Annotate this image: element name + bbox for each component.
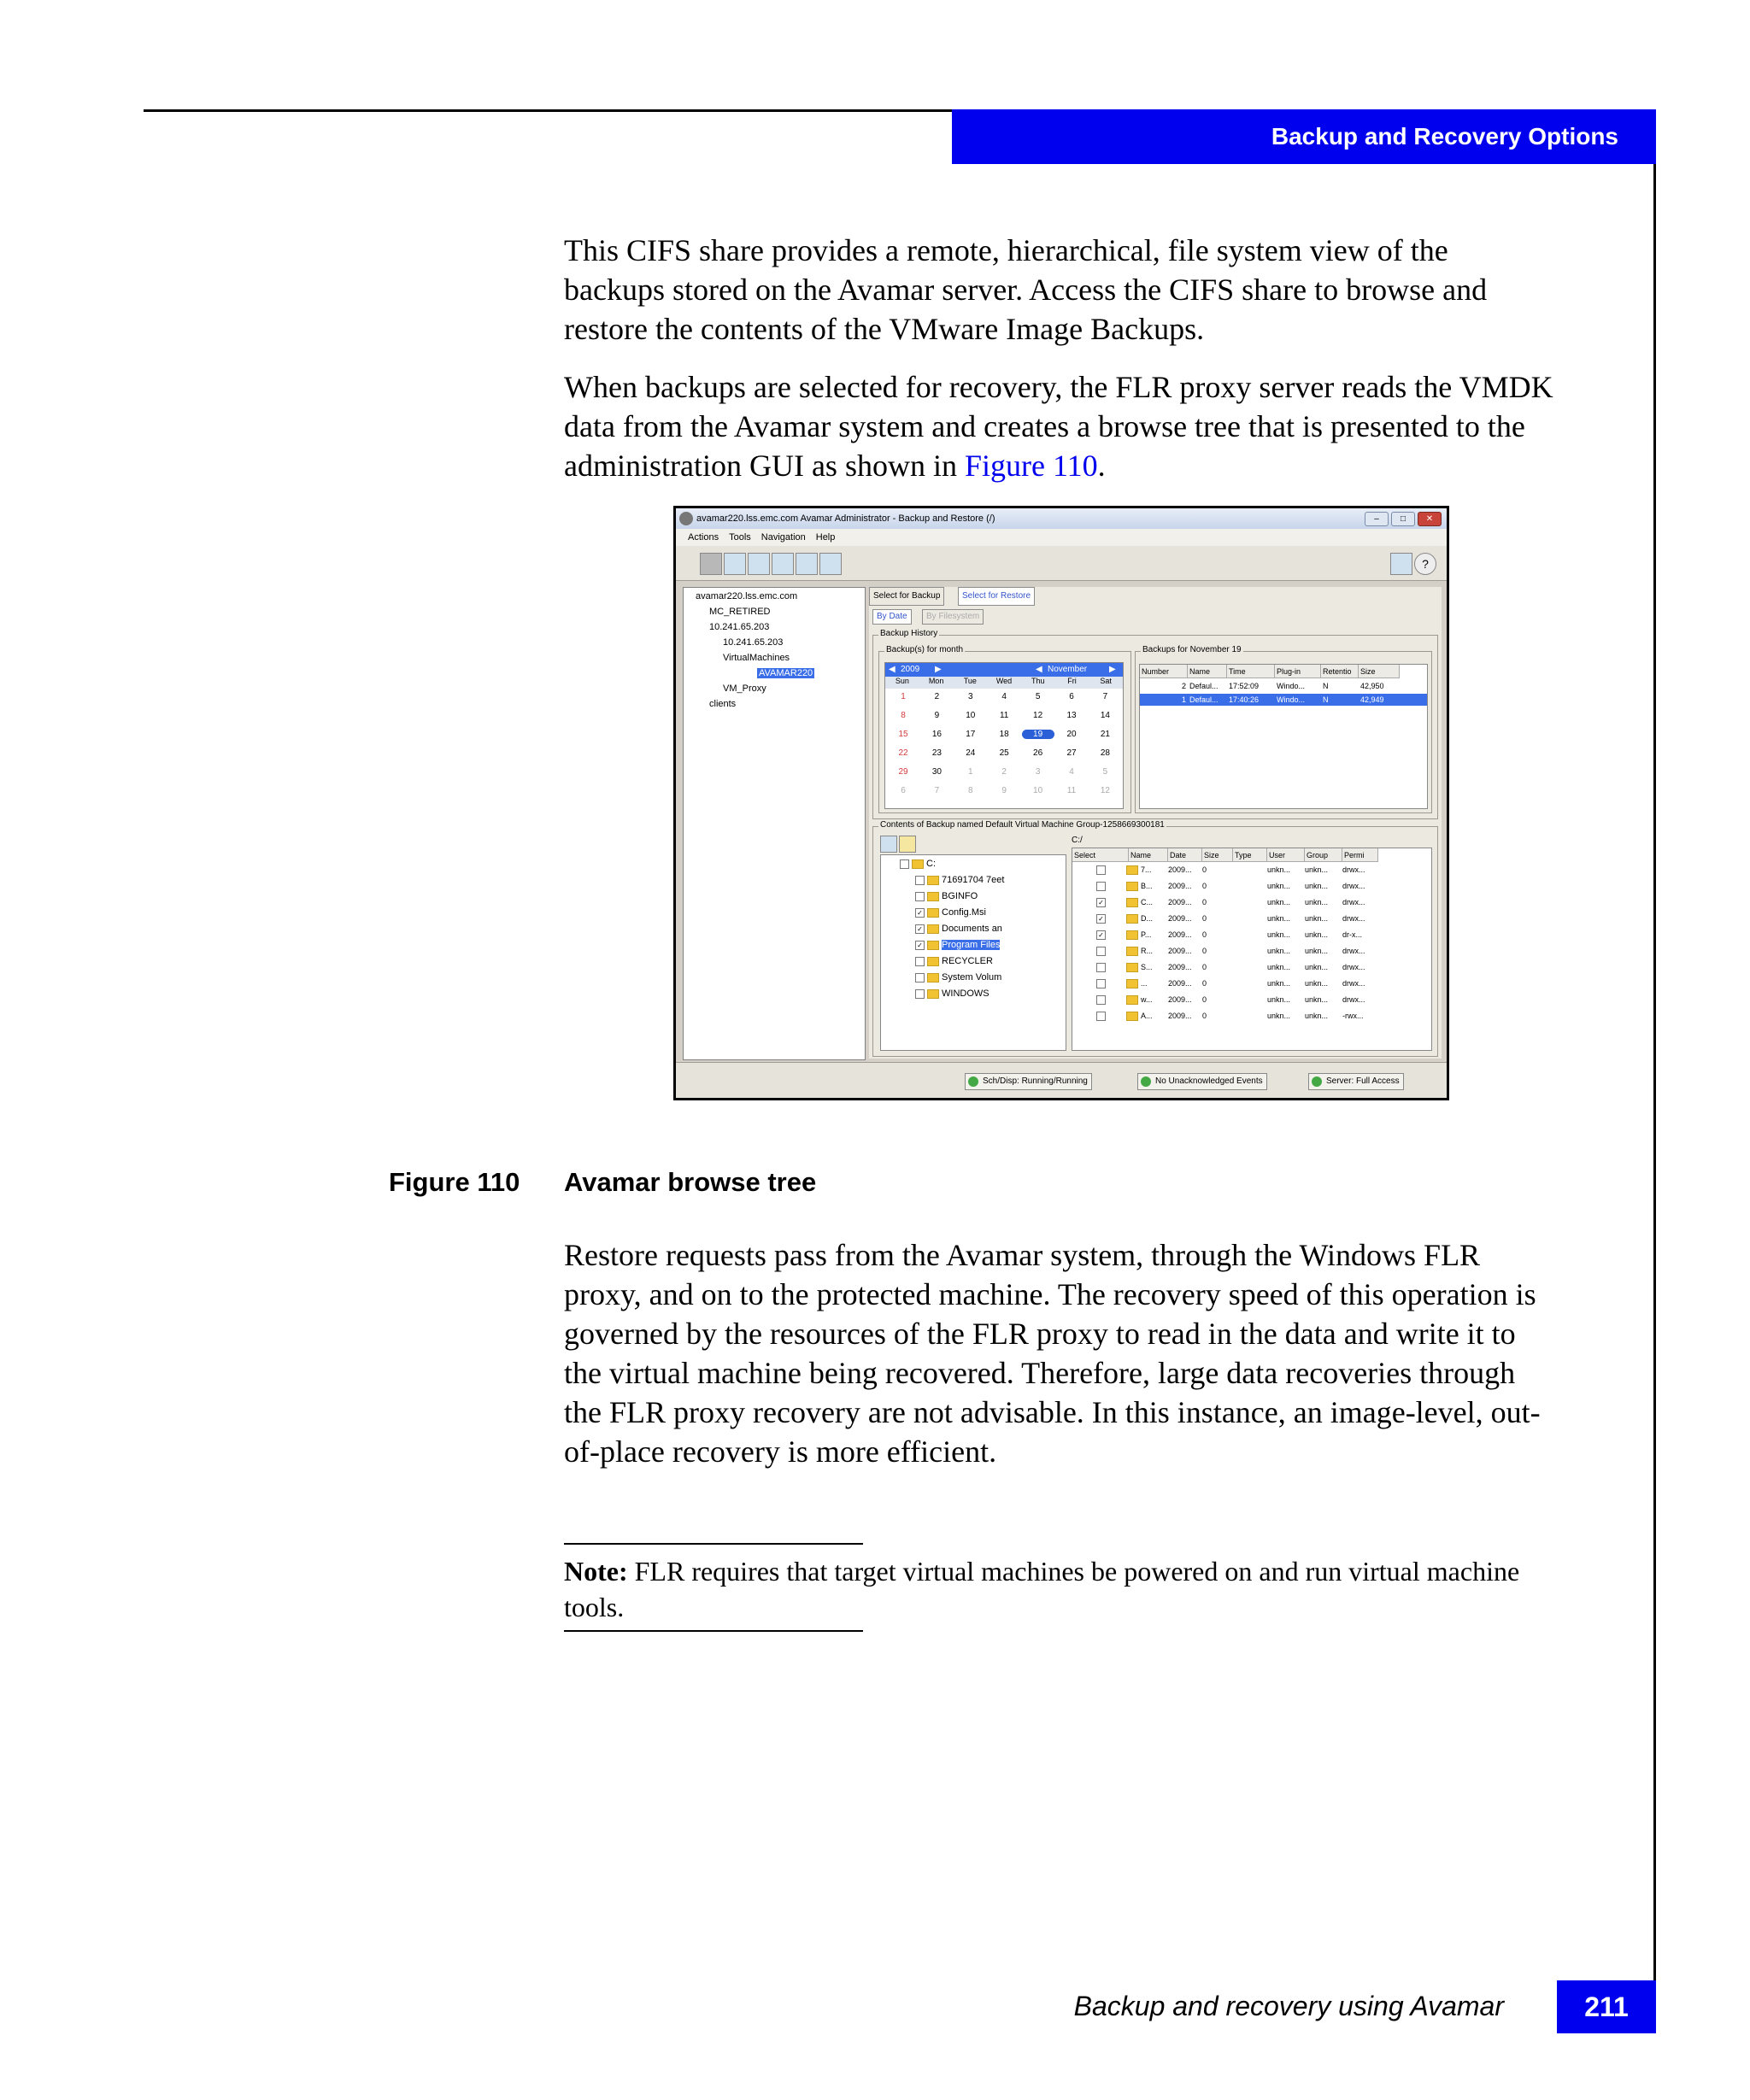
checkbox[interactable]	[915, 876, 925, 885]
folder-tree	[880, 854, 1066, 1051]
calendar-day[interactable]: 25	[999, 748, 1009, 758]
calendar-day[interactable]: 24	[966, 748, 976, 758]
figure-title: Avamar browse tree	[564, 1167, 817, 1197]
calendar-day[interactable]: 2	[934, 692, 940, 701]
file-cell: A...	[1141, 1012, 1153, 1020]
backup-cell: 2	[1181, 682, 1186, 690]
file-cell: w...	[1141, 995, 1153, 1004]
calendar-day[interactable]: 19	[1022, 730, 1054, 739]
backup-history-group	[872, 629, 1438, 819]
menu-actions[interactable]: Actions	[688, 532, 719, 543]
backup-cell: 42,949	[1360, 695, 1384, 704]
file-cell: -rwx...	[1342, 1012, 1364, 1020]
calendar-day[interactable]: 23	[931, 748, 942, 758]
calendar-day[interactable]: 4	[1069, 767, 1074, 777]
folder-icon	[1126, 979, 1138, 988]
toolbar-button[interactable]	[819, 553, 842, 575]
file-cell: B...	[1141, 882, 1153, 890]
calendar-day[interactable]: 6	[1069, 692, 1074, 701]
tab-by-filesystem[interactable]: By Filesystem	[922, 609, 984, 625]
checkbox[interactable]	[1096, 963, 1106, 972]
tab-select-backup[interactable]: Select for Backup	[869, 587, 944, 606]
calendar-day[interactable]: 1	[968, 767, 973, 777]
file-cell: 2009...	[1168, 1012, 1192, 1020]
prev-month-icon[interactable]: ◀	[1036, 665, 1042, 674]
folder-icon	[927, 908, 939, 918]
checkbox[interactable]: ✓	[1096, 930, 1106, 940]
checkbox[interactable]	[900, 859, 909, 869]
column-header[interactable]: User	[1267, 848, 1305, 862]
file-cell: unkn...	[1305, 979, 1329, 988]
window-titlebar	[676, 508, 1447, 529]
server-tree	[683, 587, 866, 1060]
backup-cell: Windo...	[1277, 682, 1306, 690]
file-cell: 0	[1202, 898, 1207, 906]
calendar-day[interactable]: 8	[901, 711, 906, 720]
tab-select-restore[interactable]: Select for Restore	[958, 587, 1035, 606]
backup-cell: Defaul...	[1189, 682, 1219, 690]
file-cell: 2009...	[1168, 865, 1192, 874]
folder-icon	[1126, 865, 1138, 875]
checkbox[interactable]: ✓	[915, 941, 925, 950]
tree-node[interactable]: 10.241.65.203	[723, 637, 784, 648]
checkbox[interactable]	[915, 957, 925, 966]
folder-icon	[927, 989, 939, 999]
file-cell: unkn...	[1305, 995, 1329, 1004]
files-table	[1072, 848, 1432, 1051]
backup-row[interactable]	[1140, 680, 1427, 692]
backup-cell: Windo...	[1277, 695, 1306, 704]
status-text: No Unacknowledged Events	[1155, 1076, 1263, 1086]
folder-label: System Volum	[942, 972, 1002, 983]
toolbar-button[interactable]	[700, 553, 722, 575]
folder-node[interactable]	[915, 972, 1001, 983]
calendar-day[interactable]: 20	[1066, 730, 1077, 739]
folder-node[interactable]	[915, 891, 978, 901]
next-year-icon[interactable]: ▶	[935, 665, 942, 674]
paragraph-flr-proxy	[564, 367, 1555, 485]
file-cell: R...	[1141, 947, 1154, 955]
calendar-day[interactable]: 6	[901, 786, 906, 795]
folder-icon	[1126, 914, 1138, 924]
calendar-day[interactable]: 12	[1033, 711, 1043, 720]
weekday-header: Sun	[885, 677, 919, 689]
calendar-day[interactable]: 10	[1033, 786, 1043, 795]
column-header[interactable]: Number	[1140, 665, 1188, 678]
refresh-icon[interactable]	[1390, 553, 1412, 575]
toolbar-button[interactable]	[748, 553, 770, 575]
file-row[interactable]	[1072, 880, 1431, 892]
menu-tools[interactable]: Tools	[729, 532, 751, 543]
file-cell: unkn...	[1267, 930, 1291, 939]
folder-icon	[927, 924, 939, 934]
menu-help[interactable]: Help	[815, 532, 836, 543]
avamar-screenshot	[673, 506, 1449, 1100]
folder-label: Documents an	[942, 924, 1002, 934]
help-icon[interactable]: ?	[1414, 553, 1436, 575]
file-cell: unkn...	[1267, 1012, 1291, 1020]
column-header[interactable]: Name	[1129, 848, 1168, 862]
calendar-day[interactable]: 3	[968, 692, 973, 701]
file-cell: 2009...	[1168, 914, 1192, 923]
file-row[interactable]	[1072, 896, 1431, 908]
file-cell: 2009...	[1168, 947, 1192, 955]
figure-110-link[interactable]: Figure 110	[964, 449, 1098, 483]
file-cell: drwx...	[1342, 963, 1365, 971]
backup-cell: 17:40:26	[1229, 695, 1260, 704]
prev-year-icon[interactable]: ◀	[889, 665, 896, 674]
folder-node[interactable]	[915, 940, 1000, 950]
file-cell: 7...	[1141, 865, 1152, 874]
file-cell: ...	[1141, 979, 1148, 988]
weekday-header: Wed	[987, 677, 1021, 689]
file-cell: 2009...	[1168, 963, 1192, 971]
file-cell: 2009...	[1168, 930, 1192, 939]
file-cell: unkn...	[1305, 898, 1329, 906]
file-cell: 0	[1202, 947, 1207, 955]
note-text: FLR requires that target virtual machines be powered on and run virtual machine tools.	[564, 1556, 1520, 1622]
month-value: November	[1048, 665, 1088, 674]
file-cell: unkn...	[1305, 930, 1329, 939]
note-label: Note:	[564, 1556, 628, 1587]
file-cell: unkn...	[1267, 995, 1291, 1004]
column-header[interactable]: Name	[1188, 665, 1227, 678]
calendar-day[interactable]: 21	[1100, 730, 1110, 739]
backup-cell: N	[1323, 695, 1329, 704]
folder-node[interactable]	[915, 875, 1004, 885]
backups-day-group	[1135, 645, 1432, 813]
calendar-day[interactable]: 18	[999, 730, 1009, 739]
column-header[interactable]: Group	[1305, 848, 1342, 862]
calendar-day[interactable]: 22	[898, 748, 908, 758]
calendar-day[interactable]: 2	[1001, 767, 1007, 777]
calendar-day[interactable]: 4	[1001, 692, 1007, 701]
folder-icon	[1126, 995, 1138, 1005]
file-row[interactable]	[1072, 994, 1431, 1006]
file-cell: unkn...	[1267, 865, 1291, 874]
group-label: Backup(s) for month	[886, 645, 964, 654]
contents-group	[872, 820, 1438, 1057]
app-icon	[679, 512, 693, 525]
folder-icon	[1126, 930, 1138, 940]
column-header[interactable]: Time	[1227, 665, 1275, 678]
calendar-day[interactable]: 10	[966, 711, 976, 720]
file-cell: drwx...	[1342, 995, 1365, 1004]
file-cell: D...	[1141, 914, 1154, 923]
folder-label: Program Files	[942, 940, 1001, 950]
checkbox[interactable]	[915, 989, 925, 999]
file-row[interactable]	[1072, 864, 1431, 876]
weekday-header: Sat	[1089, 677, 1123, 689]
search-icon[interactable]	[899, 836, 916, 853]
toolbar	[676, 546, 1447, 581]
group-label: Backup History	[880, 629, 938, 638]
file-cell: C...	[1141, 898, 1154, 906]
backup-row[interactable]	[1140, 694, 1427, 706]
calendar-day[interactable]: 7	[934, 786, 940, 795]
status-scheduler	[965, 1073, 1092, 1090]
folder-icon	[927, 941, 939, 950]
folder-icon	[927, 892, 939, 901]
path-label: C:/	[1072, 836, 1083, 845]
file-cell: 0	[1202, 963, 1207, 971]
calendar-nav	[885, 663, 1123, 677]
column-header[interactable]: Type	[1233, 848, 1267, 862]
status-ok-icon	[1141, 1076, 1151, 1087]
menu-navigation[interactable]: Navigation	[760, 532, 806, 543]
calendar-day[interactable]: 15	[898, 730, 908, 739]
file-row[interactable]	[1072, 977, 1431, 989]
checkbox[interactable]	[1096, 979, 1106, 988]
restore-pane	[869, 587, 1442, 1059]
checkbox[interactable]	[1096, 995, 1106, 1005]
weekday-header: Fri	[1055, 677, 1089, 689]
calendar-day[interactable]: 27	[1066, 748, 1077, 758]
file-cell: unkn...	[1305, 947, 1329, 955]
group-label: Backups for November 19	[1142, 645, 1242, 654]
calendar-day[interactable]: 11	[999, 711, 1009, 720]
status-ok-icon	[968, 1076, 978, 1087]
checkbox[interactable]: ✓	[1096, 914, 1106, 924]
column-header[interactable]: Plug-in	[1275, 665, 1321, 678]
checkbox[interactable]: ✓	[915, 908, 925, 918]
toolbar-button[interactable]	[796, 553, 818, 575]
status-ok-icon	[1312, 1076, 1322, 1087]
folder-icon	[1126, 898, 1138, 907]
checkbox[interactable]: ✓	[1096, 898, 1106, 907]
page-number: 211	[1557, 1980, 1656, 2033]
file-cell: unkn...	[1267, 882, 1291, 890]
file-cell: S...	[1141, 963, 1153, 971]
file-cell: 2009...	[1168, 995, 1192, 1004]
window-controls	[1365, 512, 1442, 526]
file-row[interactable]	[1072, 1010, 1431, 1022]
calendar-day[interactable]: 26	[1033, 748, 1043, 758]
file-cell: P...	[1141, 930, 1152, 939]
tree-node[interactable]: 10.241.65.203	[709, 622, 770, 632]
column-header[interactable]: Date	[1168, 848, 1202, 862]
calendar-day[interactable]: 12	[1100, 786, 1110, 795]
statusbar	[676, 1062, 1447, 1100]
note-bottom-rule	[564, 1630, 863, 1632]
calendar-day[interactable]: 29	[898, 767, 908, 777]
file-cell: 2009...	[1168, 979, 1192, 988]
tree-node[interactable]: VM_Proxy	[723, 683, 766, 694]
calendar-day[interactable]: 1	[901, 692, 906, 701]
column-header[interactable]: Select	[1072, 848, 1129, 862]
folder-label: WINDOWS	[942, 988, 990, 999]
file-cell: 0	[1202, 914, 1207, 923]
folder-label: C:	[926, 859, 936, 869]
calendar-day[interactable]: 17	[966, 730, 976, 739]
file-cell: 0	[1202, 930, 1207, 939]
note-top-rule	[564, 1543, 863, 1545]
minimize-icon[interactable]: –	[1365, 512, 1389, 526]
weekday-header: Mon	[919, 677, 954, 689]
folder-icon	[927, 973, 939, 983]
file-row[interactable]	[1072, 912, 1431, 924]
calendar-day[interactable]: 28	[1100, 748, 1110, 758]
weekday-header: Tue	[953, 677, 987, 689]
status-events	[1137, 1073, 1267, 1090]
backup-cell: Defaul...	[1189, 695, 1219, 704]
checkbox[interactable]	[1096, 882, 1106, 891]
file-cell: unkn...	[1267, 898, 1291, 906]
menubar	[676, 529, 1447, 546]
status-server	[1308, 1073, 1404, 1090]
group-label: Contents of Backup named Default Virtual Machine Group-1258669300181	[880, 820, 1165, 830]
p2-text: When backups are selected for recovery, the FLR proxy server reads the VMDK data from the Avamar system and creates a browse tree that is presented to the administration GUI as shown in	[564, 370, 1553, 483]
tree-node[interactable]: clients	[709, 699, 737, 709]
file-cell: 2009...	[1168, 898, 1192, 906]
calendar-day[interactable]: 16	[931, 730, 942, 739]
column-header[interactable]: Size	[1359, 665, 1400, 678]
year-value: 2009	[901, 665, 920, 674]
tab-by-date[interactable]: By Date	[872, 609, 912, 625]
section-header-tab: Backup and Recovery Options	[952, 109, 1656, 164]
maximize-icon[interactable]: □	[1391, 512, 1415, 526]
tree-node-selected[interactable]: AVAMAR220	[759, 668, 813, 678]
folder-label: Config.Msi	[942, 907, 986, 918]
folder-icon	[1126, 882, 1138, 891]
folder-icon	[927, 876, 939, 885]
toolbar-button[interactable]	[724, 553, 746, 575]
status-text: Server: Full Access	[1326, 1076, 1400, 1086]
file-cell: drwx...	[1342, 882, 1365, 890]
file-cell: unkn...	[1267, 914, 1291, 923]
tree-node[interactable]: avamar220.lss.emc.com	[696, 591, 798, 601]
folder-icon	[912, 859, 924, 869]
folder-node[interactable]	[915, 907, 986, 918]
folder-node[interactable]	[915, 988, 990, 999]
calendar-day[interactable]: 9	[934, 711, 940, 720]
folder-icon	[1126, 1012, 1138, 1021]
file-cell: unkn...	[1305, 914, 1329, 923]
calendar-day[interactable]: 5	[1035, 692, 1041, 701]
weekday-header: Thu	[1021, 677, 1055, 689]
calendar	[884, 662, 1124, 809]
file-cell: 0	[1202, 995, 1207, 1004]
checkbox[interactable]	[1096, 865, 1106, 875]
next-month-icon[interactable]: ▶	[1109, 665, 1116, 674]
folder-node[interactable]	[900, 859, 936, 869]
page-margin-rule	[1653, 109, 1656, 2032]
file-cell: dr-x...	[1342, 930, 1363, 939]
folder-node[interactable]	[915, 956, 993, 966]
file-cell: 0	[1202, 1012, 1207, 1020]
month-group	[878, 645, 1131, 813]
file-cell: unkn...	[1305, 1012, 1329, 1020]
calendar-day[interactable]: 7	[1102, 692, 1108, 701]
column-header[interactable]: Retentio	[1321, 665, 1359, 678]
close-icon[interactable]: ✕	[1418, 512, 1442, 526]
backup-cell: 1	[1181, 695, 1186, 704]
backup-cell: N	[1323, 682, 1329, 690]
calendar-day[interactable]: 13	[1066, 711, 1077, 720]
file-cell: drwx...	[1342, 979, 1365, 988]
tree-node[interactable]: MC_RETIRED	[709, 607, 771, 617]
paragraph-restore-requests: Restore requests pass from the Avamar system, through the Windows FLR proxy, and on to the protected machine. The recovery speed of this operation is governed by the resources of the FLR proxy to read in the data and write it to the virtual machine being recovered. Therefore, large data recoveries through the FLR proxy recovery are not advisable. In this instance, an image-level, out-of-place recovery is more efficient.	[564, 1238, 1541, 1469]
folder-icon	[1126, 963, 1138, 972]
file-cell: unkn...	[1267, 947, 1291, 955]
file-cell: 0	[1202, 882, 1207, 890]
folder-node[interactable]	[915, 924, 1002, 934]
folder-icon	[927, 957, 939, 966]
backup-cell: 42,950	[1360, 682, 1384, 690]
figure-label: Figure 110	[389, 1167, 520, 1197]
folder-label: BGINFO	[942, 891, 978, 901]
calendar-day[interactable]: 8	[968, 786, 973, 795]
checkbox[interactable]	[1096, 947, 1106, 956]
file-cell: unkn...	[1305, 882, 1329, 890]
calendar-day[interactable]: 30	[931, 767, 942, 777]
file-cell: unkn...	[1305, 865, 1329, 874]
column-header[interactable]: Permi	[1342, 848, 1378, 862]
column-header[interactable]: Size	[1202, 848, 1233, 862]
note	[564, 1553, 1538, 1625]
file-cell: 0	[1202, 979, 1207, 988]
status-text: Sch/Disp: Running/Running	[983, 1076, 1088, 1086]
checkbox[interactable]: ✓	[915, 924, 925, 934]
folder-icon	[1126, 947, 1138, 956]
file-cell: drwx...	[1342, 914, 1365, 923]
tree-node[interactable]: VirtualMachines	[723, 653, 790, 663]
backup-cell: 17:52:09	[1229, 682, 1260, 690]
checkbox[interactable]	[1096, 1012, 1106, 1021]
checkbox[interactable]	[915, 973, 925, 983]
footer-chapter-title: Backup and recovery using Avamar	[1073, 1991, 1504, 2021]
file-row[interactable]	[1072, 929, 1431, 941]
paragraph-cifs-share: This CIFS share provides a remote, hierarchical, file system view of the backups stored on the Avamar server. Access the CIFS share to browse and restore the contents of the VMware Image Backups.	[564, 233, 1488, 346]
file-cell: unkn...	[1267, 979, 1291, 988]
toolbar-button[interactable]	[772, 553, 794, 575]
file-cell: unkn...	[1267, 963, 1291, 971]
folder-label: 71691704 7eet	[942, 875, 1005, 885]
file-row[interactable]	[1072, 961, 1431, 973]
file-cell: 0	[1202, 865, 1207, 874]
file-cell: drwx...	[1342, 947, 1365, 955]
window-title: avamar220.lss.emc.com Avamar Administrator - Backup and Restore (/)	[696, 513, 995, 524]
file-cell: drwx...	[1342, 865, 1365, 874]
checkbox[interactable]	[915, 892, 925, 901]
file-cell: unkn...	[1305, 963, 1329, 971]
file-cell: drwx...	[1342, 898, 1365, 906]
calendar-day[interactable]: 14	[1100, 711, 1110, 720]
backups-table	[1139, 664, 1428, 809]
file-row[interactable]	[1072, 945, 1431, 957]
folder-label: RECYCLER	[942, 956, 993, 966]
p2-period: .	[1097, 449, 1106, 483]
calendar-day[interactable]: 9	[1001, 786, 1007, 795]
calendar-weekdays	[885, 677, 1123, 689]
browse-icon[interactable]	[880, 836, 897, 853]
calendar-day[interactable]: 11	[1066, 786, 1077, 795]
calendar-day[interactable]: 5	[1102, 767, 1108, 777]
calendar-day[interactable]: 3	[1035, 767, 1041, 777]
file-cell: 2009...	[1168, 882, 1192, 890]
